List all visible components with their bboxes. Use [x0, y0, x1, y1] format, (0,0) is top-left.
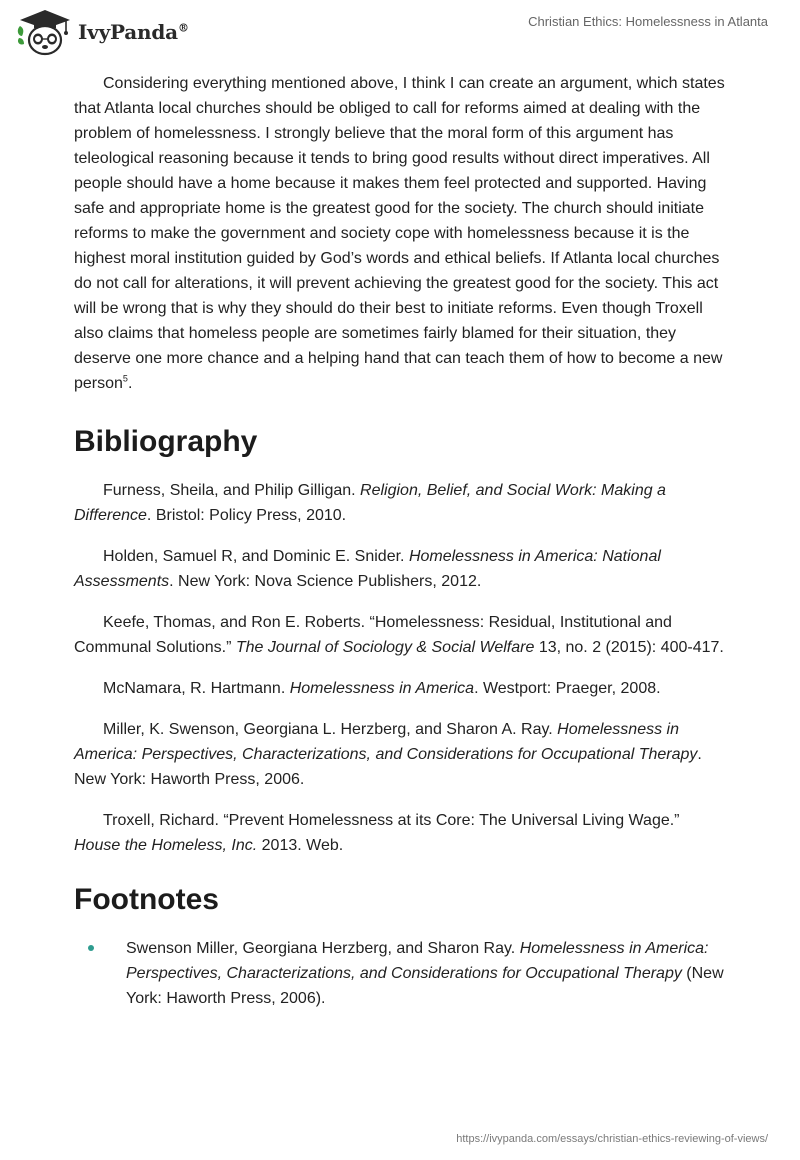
paragraph-end: . [127, 375, 133, 392]
footnote-title: Homelessness in America: Perspectives, Characterizations, and Considerations for Occupational Therapy [126, 940, 709, 982]
entry-publication: . Bristol: Policy Press, 2010. [146, 507, 347, 524]
entry-publication: 2013. Web. [257, 837, 344, 854]
entry-title: The Journal of Sociology & Social Welfare [235, 639, 535, 656]
entry-title: Homelessness in America [289, 680, 475, 697]
entry-publication: . New York: Haworth Press, 2006. [74, 746, 702, 788]
essay-content [74, 71, 726, 1011]
footnotes-list [74, 936, 726, 1011]
ivypanda-logo[interactable] [16, 8, 189, 56]
page-header [0, 0, 800, 64]
entry-authors: Holden, Samuel R, and Dominic E. Snider. [103, 548, 409, 565]
conclusion-paragraph [74, 71, 726, 396]
bullet-dot-icon [88, 945, 94, 951]
bibliography-list [74, 478, 726, 858]
registered-mark: ® [177, 21, 189, 35]
entry-authors: Keefe, Thomas, and Ron E. Roberts. “Homelessness: Residual, Institutional and Communal Solutions.” [74, 614, 672, 656]
entry-title: House the Homeless, Inc. [74, 837, 258, 854]
brand-name [78, 20, 189, 44]
entry-publication: . New York: Nova Science Publishers, 2012. [169, 573, 482, 590]
bibliography-heading: Bibliography [74, 425, 258, 458]
entry-authors: Troxell, Richard. “Prevent Homelessness at its Core: The Universal Living Wage.” [103, 812, 680, 829]
entry-authors: McNamara, R. Hartmann. [103, 680, 290, 697]
entry-publication: . Westport: Praeger, 2008. [474, 680, 661, 697]
entry-title: Homelessness in America: Perspectives, Characterizations, and Considerations for Occupational Therapy [74, 721, 698, 763]
entry-publication: 13, no. 2 (2015): 400-417. [534, 639, 724, 656]
bibliography-entry [74, 544, 726, 594]
paragraph-text: Considering everything mentioned above, I think I can create an argument, which states that Atlanta local churches should be obliged to call for reforms aimed at dealing with the problem of homelessness. I strongly believe that the moral form of this argument has teleological reasoning because it tends to bring good results without direct imperatives. All people should have a home because it makes them feel protected and supported. Having safe and appropriate home is the greatest good for the society. The church should initiate reforms to make the government and society cope with homelessness because it is the highest moral institution guided by God’s words and ethical beliefs. If Atlanta local churches do not call for alterations, it will prevent achieving the greatest good for the society. This act will be wrong that is why they should do their best to initiate reforms. Even though Troxell also claims that homeless people are sometimes fairly blamed for their situation, they deserve one more chance and a helping hand that can teach them of how to become a new person [74, 75, 725, 392]
panda-logo-icon [16, 8, 72, 56]
entry-title: Homelessness in America: National Assessments [74, 548, 661, 590]
source-url[interactable]: https://ivypanda.com/essays/christian-ethics-reviewing-of-views/ [456, 1133, 768, 1145]
bibliography-entry [74, 676, 726, 701]
brand-text: IvyPanda [78, 20, 178, 44]
entry-authors: Miller, K. Swenson, Georgiana L. Herzberg, and Sharon A. Ray. [103, 721, 558, 738]
footnote-publication: (New York: Haworth Press, 2006). [126, 965, 724, 1007]
entry-authors: Furness, Sheila, and Philip Gilligan. [103, 482, 361, 499]
document-title: Christian Ethics: Homelessness in Atlanta [528, 14, 768, 29]
footnote-authors: Swenson Miller, Georgiana Herzberg, and Sharon Ray. [126, 940, 520, 957]
footnote-ref[interactable]: 5 [122, 373, 128, 384]
bibliography-entry [74, 478, 726, 528]
footnotes-heading: Footnotes [74, 883, 219, 916]
bibliography-entry [74, 808, 726, 858]
footnote-item [74, 936, 726, 1011]
bibliography-entry [74, 610, 726, 660]
bibliography-entry [74, 717, 726, 792]
entry-title: Religion, Belief, and Social Work: Making a Difference [74, 482, 666, 524]
